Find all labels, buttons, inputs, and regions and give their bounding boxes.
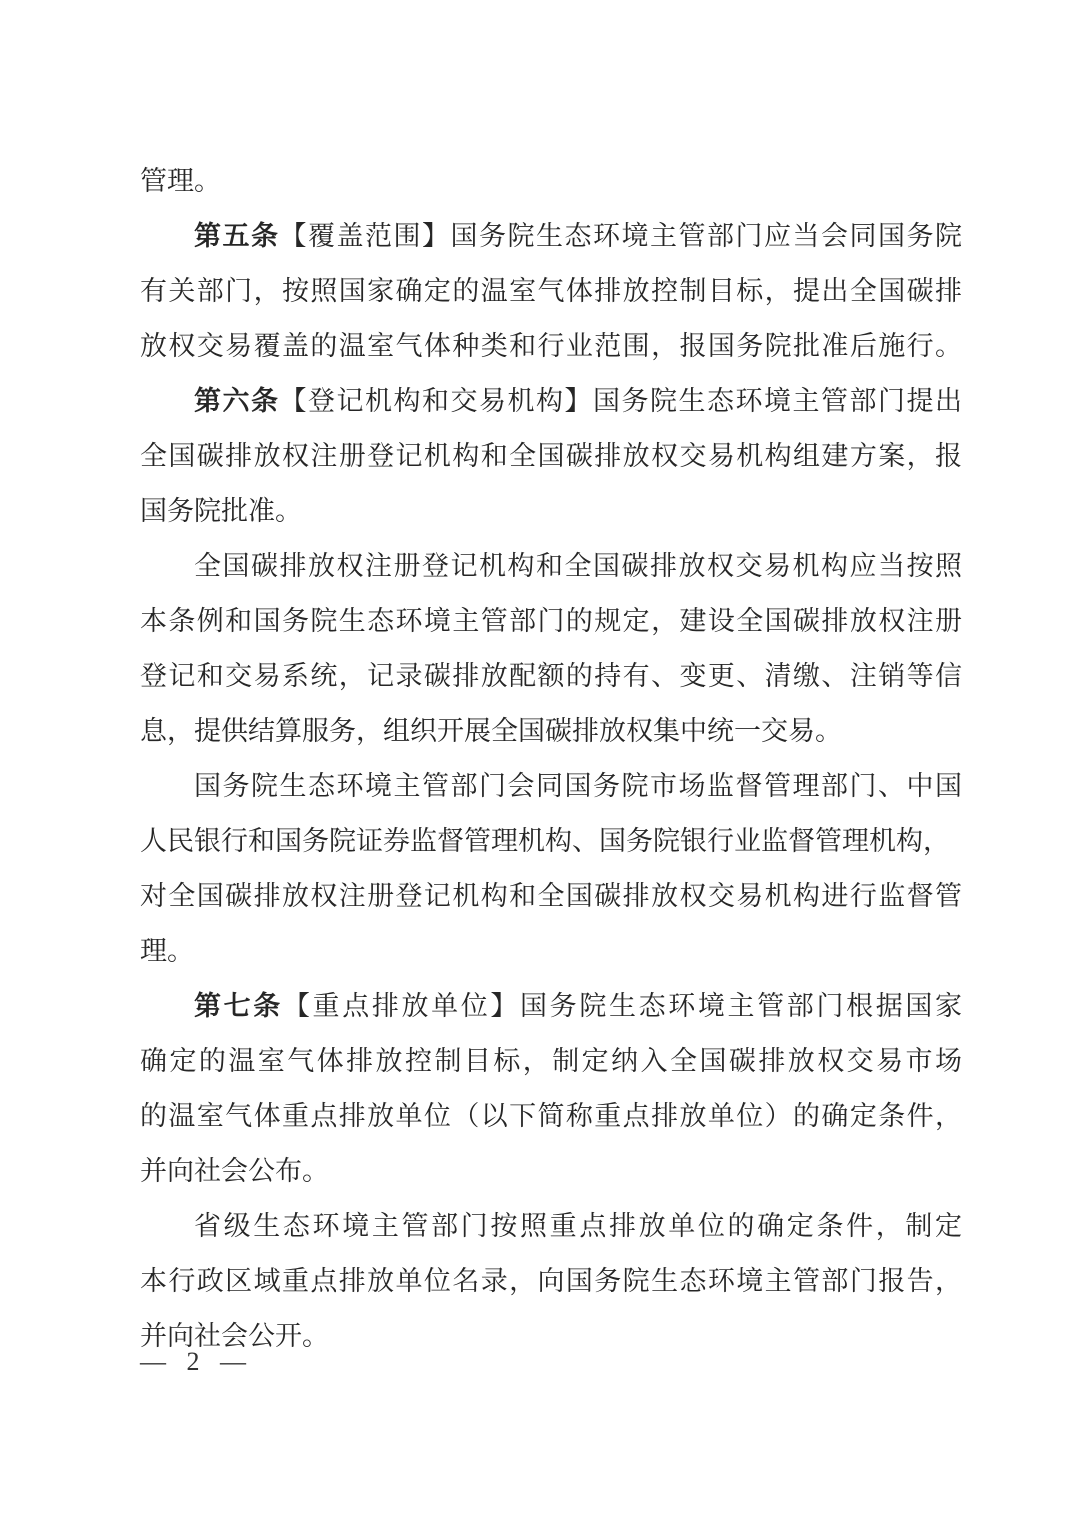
text-line (140, 209, 962, 264)
body-text: 理。 (140, 936, 194, 966)
text-line (140, 484, 962, 539)
text-line (140, 264, 962, 319)
line-content (194, 771, 964, 801)
body-text: 确定的温室气体排放控制目标，制定纳入全国碳排放权交易市场 (140, 1046, 965, 1076)
line-content (194, 221, 964, 251)
body-text: 放权交易覆盖的温室气体种类和行业范围，报国务院批准后施行。 (140, 331, 964, 361)
line-content (140, 881, 963, 911)
body-text: 的温室气体重点排放单位（以下简称重点排放单位）的确定条件， (140, 1101, 964, 1131)
line-content (140, 496, 302, 526)
line-content (140, 936, 194, 966)
body-text: 并向社会公布。 (140, 1156, 329, 1186)
line-content (194, 1211, 965, 1241)
body-text: 有关部门，按照国家确定的温室气体排放控制目标，提出全国碳排 (140, 276, 964, 306)
body-text: 并向社会公开。 (140, 1321, 329, 1351)
line-content (194, 386, 964, 416)
article-title: 【重点排放单位】 (282, 991, 521, 1021)
body-text: 本行政区域重点排放单位名录，向国务院生态环境主管部门报告， (140, 1266, 964, 1296)
body-text: 全国碳排放权注册登记机构和全国碳排放权交易机构组建方案，报 (140, 441, 964, 471)
body-text: 国务院生态环境主管部门根据国家 (520, 991, 965, 1021)
text-line (140, 1089, 962, 1144)
line-content (140, 1156, 329, 1186)
text-line (140, 374, 962, 429)
body-text: 息，提供结算服务，组织开展全国碳排放权集中统一交易。 (140, 716, 842, 746)
line-content (140, 1046, 964, 1076)
document-body (140, 154, 965, 1364)
article-title: 【登记机构和交易机构】 (279, 386, 593, 416)
text-line (140, 1254, 962, 1309)
text-line (140, 704, 962, 759)
text-line (140, 979, 965, 1034)
article-number: 第七条 (194, 991, 283, 1021)
text-line (140, 759, 962, 814)
text-line (140, 814, 962, 869)
line-content (140, 276, 963, 306)
article-title: 【覆盖范围】 (279, 221, 451, 251)
body-text: 本条例和国务院生态环境主管部门的规定，建设全国碳排放权注册 (140, 606, 964, 636)
text-line (140, 429, 962, 484)
body-text: 国务院批准。 (140, 496, 302, 526)
body-text: 对全国碳排放权注册登记机构和全国碳排放权交易机构进行监督管 (140, 881, 964, 911)
body-text: 国务院生态环境主管部门提出 (593, 386, 964, 416)
body-text: 国务院生态环境主管部门会同国务院市场监督管理部门、中国 (194, 771, 964, 801)
text-line (140, 1309, 962, 1364)
text-line (140, 1199, 965, 1254)
line-content (140, 331, 963, 361)
line-content (140, 826, 950, 856)
page-footer (140, 1344, 253, 1380)
line-content (140, 661, 963, 691)
text-line (140, 154, 962, 209)
text-line (140, 924, 962, 979)
line-content (140, 716, 842, 746)
line-content (194, 551, 964, 581)
text-line (140, 649, 962, 704)
line-content (194, 991, 965, 1021)
text-line (140, 869, 962, 924)
text-line (140, 319, 962, 374)
line-content (140, 166, 221, 196)
body-text: 全国碳排放权注册登记机构和全国碳排放权交易机构应当按照 (194, 551, 964, 581)
body-text: 管理。 (140, 166, 221, 196)
text-line (140, 594, 962, 649)
body-text: 登记和交易系统，记录碳排放配额的持有、变更、清缴、注销等信 (140, 661, 964, 691)
line-content (140, 441, 963, 471)
article-number: 第五条 (194, 221, 280, 251)
text-line (140, 1144, 962, 1199)
line-content (140, 606, 963, 636)
text-line (140, 539, 962, 594)
text-line (140, 1034, 965, 1089)
line-content (140, 1101, 963, 1131)
body-text: 国务院生态环境主管部门应当会同国务院 (450, 221, 964, 251)
line-content (140, 1266, 963, 1296)
body-text: 省级生态环境主管部门按照重点排放单位的确定条件，制定 (194, 1211, 965, 1241)
body-text: 人民银行和国务院证券监督管理机构、国务院银行业监督管理机构， (140, 826, 950, 856)
page-number: — 2 — (140, 1347, 253, 1376)
article-number: 第六条 (194, 386, 280, 416)
